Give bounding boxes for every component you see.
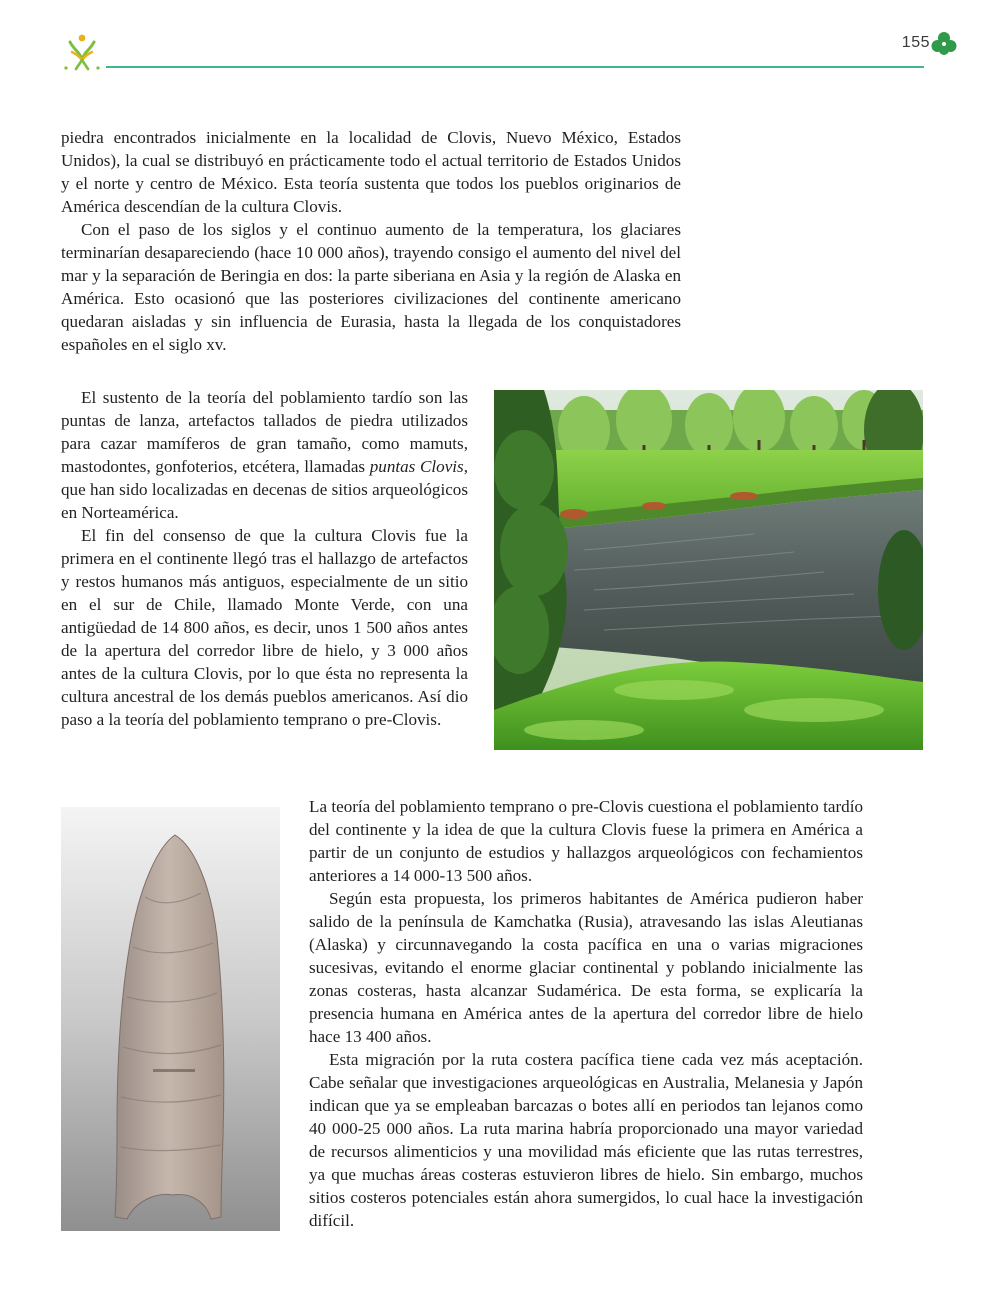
paragraph <box>61 386 468 524</box>
emphasis-term: puntas Clovis <box>369 457 464 476</box>
paragraph: El fin del consenso de que la cultura Clovis fue la primera en el continente llegó tras el hallazgo de artefactos y restos humanos más antiguos, especialmente de un sitio en el sur de Chile, llamado Monte Verde, con una antigüedad de 14 800 años, es decir, unos 1 500 años antes de la apertura del corredor libre de hielo, y 3 000 años antes de la cultura Clovis, por lo que ésta no representa la cultura ancestral de los demás pueblos americanos. Así dio paso a la teoría del poblamiento temprano o pre-Clovis. <box>61 526 468 729</box>
clovis-point-photo <box>61 807 280 1231</box>
paragraph: Con el paso de los siglos y el continuo aumento de la temperatura, los glaciares terminarían desapareciendo (hace 10 000 años), trayendo consigo el aumento del nivel del mar y la separación de Beringia en dos: la parte siberiana en Asia y la región de Alaska en América. Esto ocasionó que las posteriores civilizaciones del continente americano quedaran aisladas y sin influencia de Eurasia, hasta la llegada de los conquistadores españoles en el siglo xv. <box>61 220 681 354</box>
paragraph: Según esta propuesta, los primeros habitantes de América pudieron haber salido de la península de Kamchatka (Rusia), atravesando las islas Aleutianas (Alaska) y circunnavegando la costa pacífica en una o varias migraciones sucesivas, evitando el enorme glaciar continental y poblando inicialmente las zonas costeras, hasta alcanzar Sudamérica. De esta forma, se explicaría la presencia humana en América antes de la apertura del corredor libre de hielo hace 13 400 años. <box>309 889 863 1046</box>
early-settlement-text-block <box>309 795 863 1232</box>
paragraph-text: El sustento de la teoría del poblamiento tardío son las puntas de lanza, artefactos tallados de piedra utilizados para cazar mamíferos de gran tamaño, como mamuts, mastodontes, gonfoterios, etcétera, llamadas <box>61 388 468 476</box>
paragraph: La teoría del poblamiento temprano o pre-Clovis cuestiona el poblamiento tardío del continente y la idea de que la cultura Clovis fuese la primera en América a partir de un conjunto de estudios y hallazgos arqueológicos con fechamientos anteriores a 14 000-13 500 años. <box>309 797 863 885</box>
river-landscape-photo <box>494 390 923 750</box>
paragraph-text: , que han sido localizadas en decenas de sitios arqueológicos en Norteamérica. <box>61 457 468 522</box>
header-rule <box>106 66 924 68</box>
late-settlement-text-block <box>61 386 468 731</box>
program-logo-icon <box>60 30 104 74</box>
paragraph: piedra encontrados inicialmente en la localidad de Clovis, Nuevo México, Estados Unidos), la cual se distribuyó en prácticamente todo el actual territorio de Estados Unidos y el norte y centro de México. Esta teoría sustenta que todos los pueblos originarios de América descendían de la cultura Clovis. <box>61 128 681 216</box>
clovis-point-illustration <box>61 807 280 1231</box>
paragraph: Esta migración por la ruta costera pacífica tiene cada vez más aceptación. Cabe señalar que investigaciones arqueológicas en Australia, Melanesia y Japón indican que ya se empleaban barcazas o botes allí en periodos tan lejanos como 40 000-25 000 años. La ruta marina habría proporcionado una mayor variedad de recursos alimenticios y una movilidad más eficiente que las rutas terrestres, ya que muchas áreas costeras estuvieron libres de hielo. Sin embargo, muchos sitios costeros potenciales están ahora sumergidos, lo cual hace la investigación difícil. <box>309 1050 863 1230</box>
river-landscape-illustration <box>494 390 923 750</box>
clover-icon <box>930 30 958 58</box>
page-number: 155 <box>901 34 930 51</box>
intro-text-block <box>61 126 681 356</box>
